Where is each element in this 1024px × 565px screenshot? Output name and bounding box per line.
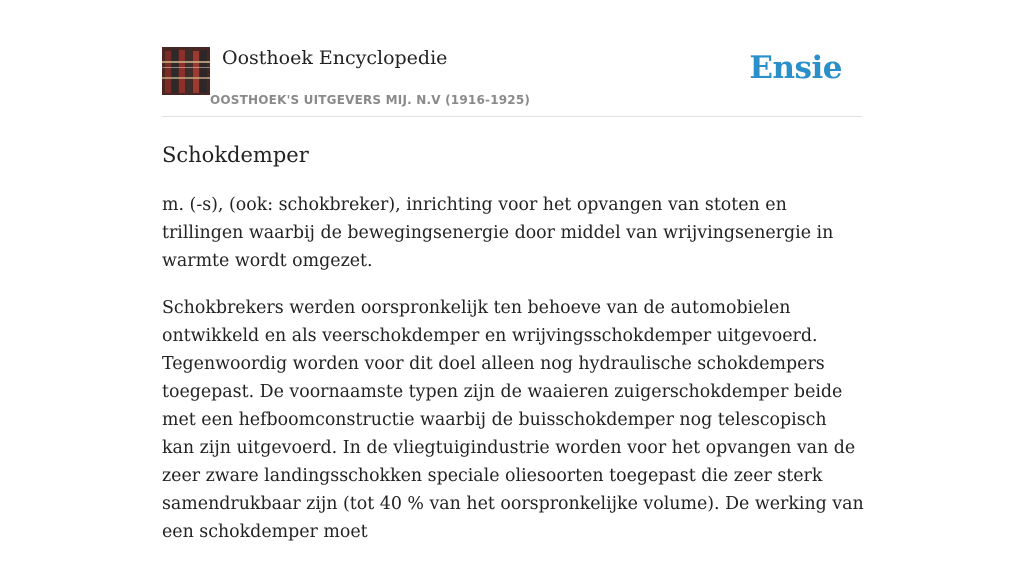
header (162, 46, 862, 117)
article-paragraph: m. (-s), (ook: schokbreker), inrichting voor het opvangen van stoten en trillingen waarbij de bewegingsenergie door middel van wrijvingsenergie in warmte wordt omgezet. (162, 195, 834, 271)
article-paragraph: Schokbrekers werden oorspronkelijk ten behoeve van de automobielen ontwikkeld en als veerschokdemper en wrijvingsschokdemper uitgevoerd. Tegenwoordig worden voor dit doel alleen nog hydraulische schokdempers toegepast. De voornaamste typen zijn de waaieren zuigerschokdemper beide met een hefboomconstructie waarbij de buisschokdemper nog telescopisch kan zijn uitgevoerd. In de vliegtuigindustrie worden voor het opvangen van de zeer zware landingsschokken speciale oliesoorten toegepast die zeer sterk samendrukbaar zijn (tot 40 % van het oorspronkelijke volume). De werking van een schokdemper moet (162, 298, 864, 542)
book-spines-icon[interactable] (162, 47, 210, 95)
site-title[interactable]: Oosthoek Encyclopedie (222, 47, 448, 69)
article (162, 138, 864, 565)
article-title: Schokdemper (162, 143, 309, 167)
publisher-label: OOSTHOEK'S UITGEVERS MIJ. N.V (1916-1925) (210, 93, 531, 107)
ensie-logo[interactable]: Ensie (749, 50, 842, 86)
